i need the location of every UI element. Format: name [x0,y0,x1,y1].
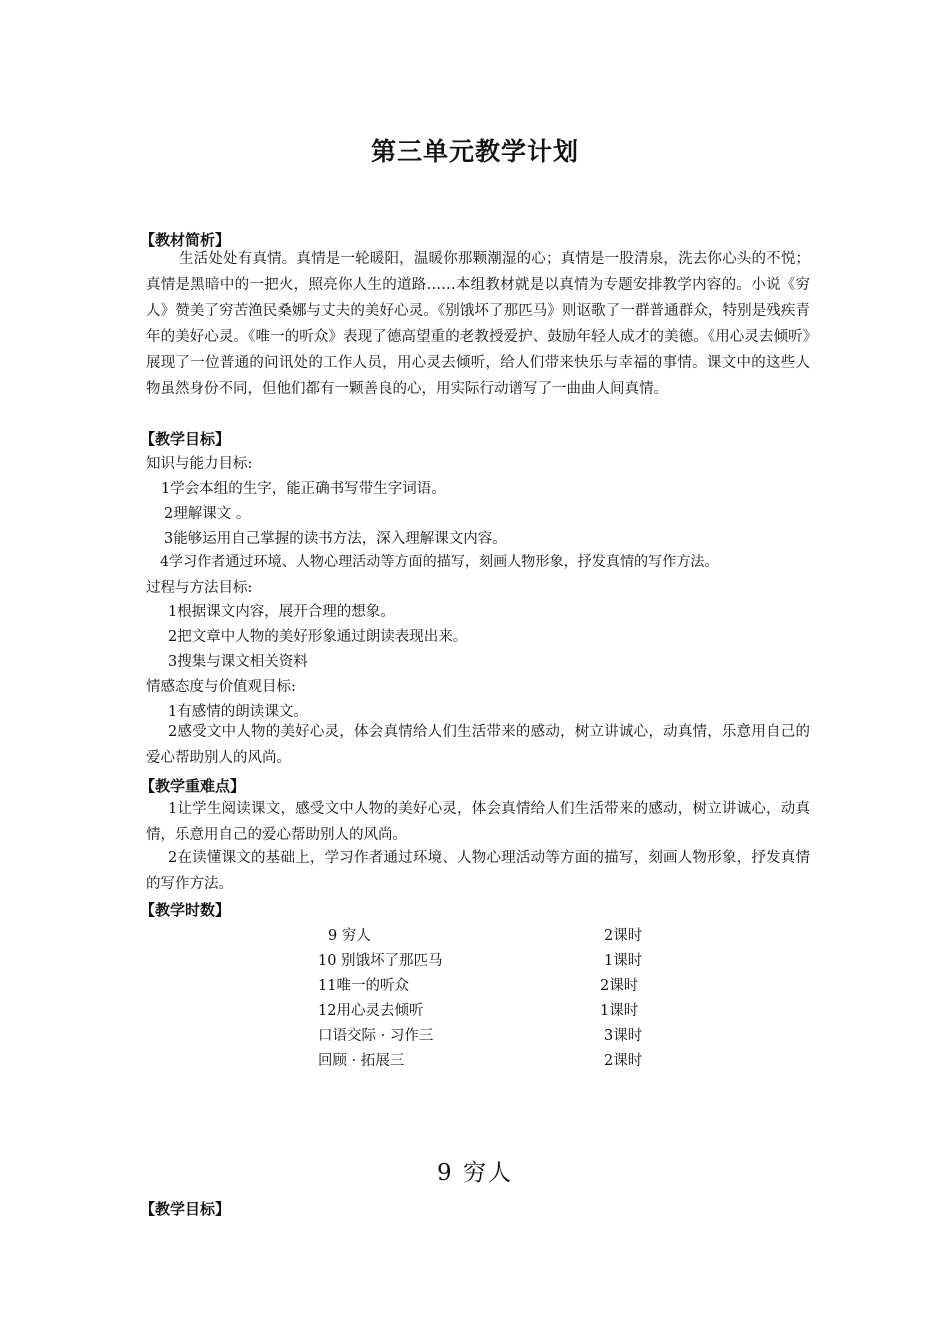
section-heading-teaching-goals: 【教学目标】 [140,430,231,448]
schedule-lesson-name: 口语交际 · 习作三 [318,1028,434,1044]
difficulty-1: 1让学生阅读课文，感受文中人物的美好心灵，体会真情给人们生活带来的感动，树立讲诚心，动真情，乐意用自己的爱心帮助别人的风尚。 [146,801,810,843]
schedule-lesson-name: 10 别饿坏了那匹马 [318,953,443,969]
section-heading-teaching-hours: 【教学时数】 [140,901,231,919]
process-goal-1: 1根据课文内容，展开合理的想象。 [168,604,395,620]
section-heading-lesson-goals: 【教学目标】 [140,1200,231,1218]
schedule-lesson-hours: 3课时 [604,1028,643,1044]
difficulty-2: 2在读懂课文的基础上，学习作者通过环境、人物心理活动等方面的描写，刻画人物形象，抒发真情的写作方法。 [146,850,810,892]
schedule-lesson-name: 回顾 · 拓展三 [318,1053,405,1069]
process-goal-3: 3搜集与课文相关资料 [168,654,308,670]
knowledge-goal-2: 2理解课文 。 [164,506,251,522]
lesson-title: 9 穷人 [437,1160,513,1186]
emotion-goals-label: 情感态度与价值观目标: [146,679,296,695]
schedule-lesson-hours: 1课时 [600,1003,639,1019]
schedule-lesson-hours: 2课时 [604,1053,643,1069]
process-goals-label: 过程与方法目标: [146,580,253,596]
schedule-lesson-hours: 2课时 [604,928,643,944]
knowledge-goals-label: 知识与能力目标: [146,456,253,472]
emotion-goal-1: 1有感情的朗读课文。 [168,704,308,720]
knowledge-goal-3: 3能够运用自己掌握的读书方法，深入理解课文内容。 [164,531,507,547]
schedule-lesson-hours: 1课时 [604,953,643,969]
schedule-lesson-name: 9 穷人 [328,928,371,944]
knowledge-goal-4: 4学习作者通过环境、人物心理活动等方面的描写，刻画人物形象，抒发真情的写作方法。 [160,554,719,570]
emotion-goal-2: 2感受文中人物的美好心灵，体会真情给人们生活带来的感动，树立讲诚心，动真情，乐意用自己的爱心帮助别人的风尚。 [146,724,810,766]
section-heading-textbook-analysis: 【教材简析】 [140,231,231,249]
knowledge-goal-1: 1学会本组的生字，能正确书写带生字词语。 [161,481,446,497]
schedule-lesson-hours: 2课时 [600,978,639,994]
schedule-lesson-name: 12用心灵去倾听 [318,1003,424,1019]
process-goal-2: 2把文章中人物的美好形象通过朗读表现出来。 [168,629,468,645]
schedule-lesson-name: 11唯一的听众 [318,978,409,994]
section-heading-key-difficulties: 【教学重难点】 [140,777,246,795]
textbook-analysis-paragraph: 生活处处有真情。真情是一轮暖阳，温暖你那颗潮湿的心；真情是一股清泉，洗去你心头的不悦；真情是黑暗中的一把火，照亮你人生的道路……本组教材就是以真情为专题安排教学内容的。小说《穷人》赞美了穷苦渔民桑娜与丈夫的美好心灵。《别饿坏了那匹马》则讴歌了一群普通群众，特别是残疾青年的美好心灵。《唯一的听众》表现了德高望重的老教授爱护、鼓励年轻人成才的美德。《用心灵去倾听》展现了一位普通的问讯处的工作人员，用心灵去倾听，给人们带来快乐与幸福的事情。课文中的这些人物虽然身份不同，但他们都有一颗善良的心，用实际行动谱写了一曲曲人间真情。 [146,251,810,397]
document-title: 第三单元教学计划 [370,137,579,166]
